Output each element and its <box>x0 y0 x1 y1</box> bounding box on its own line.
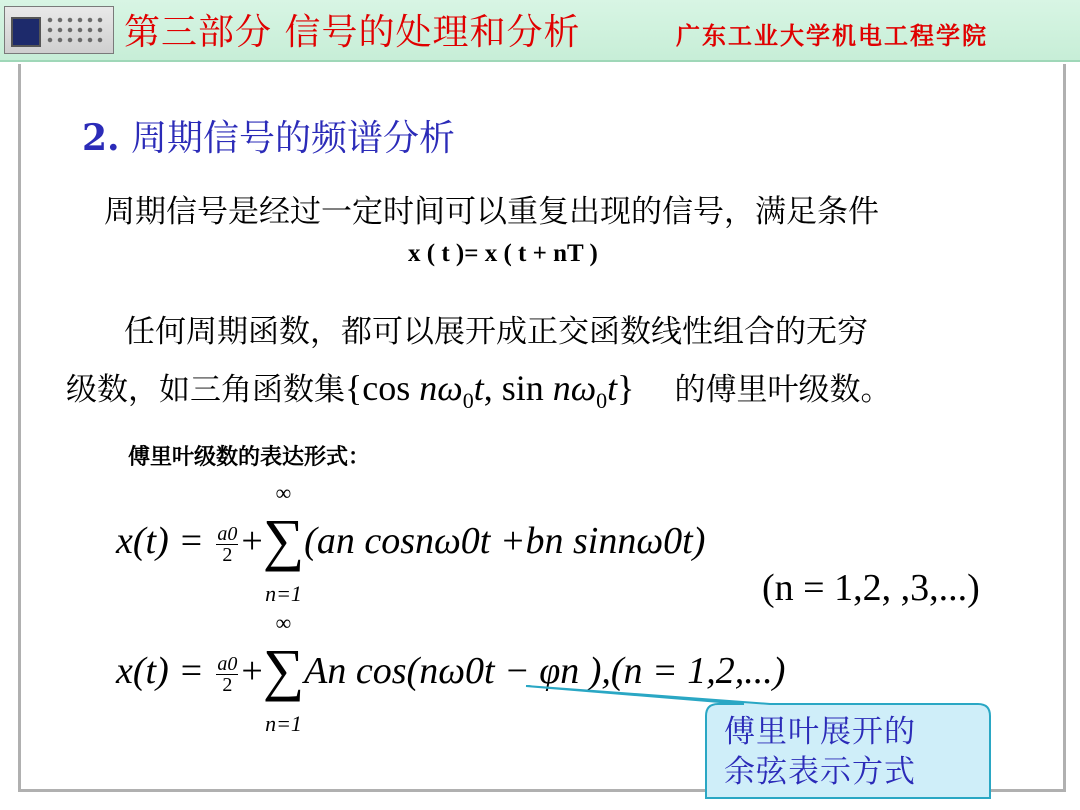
callout-text <box>724 712 916 792</box>
formula1-plus: + <box>241 520 263 562</box>
formula1-lhs: x(t) = <box>116 520 204 562</box>
formula2-plus: + <box>241 650 263 692</box>
fourier-form-heading: 傅里叶级数的表达形式： <box>128 444 371 470</box>
header-title: 第三部分 信号的处理和分析 <box>124 12 581 53</box>
formula2-frac-den: 2 <box>222 673 233 696</box>
formula1-frac-den: 2 <box>222 543 233 566</box>
paragraph-periodic: 周期信号是经过一定时间可以重复出现的信号，满足条件 <box>104 194 879 230</box>
omega-var: ω <box>437 368 463 408</box>
section-number: 2. <box>82 117 120 159</box>
callout-line1: 傅里叶展开的 <box>724 714 916 750</box>
header-subtitle: 广东工业大学机电工程学院 <box>676 21 988 50</box>
omega-sub-2: 0 <box>596 388 608 414</box>
n-var-2: n <box>552 368 571 408</box>
sigma-icon: ∑ ∞ n=1 <box>262 480 305 606</box>
t-var: t <box>473 368 484 408</box>
brace-close: } <box>617 368 635 408</box>
sigma-sub: n=1 <box>265 581 302 606</box>
sigma-sup: ∞ <box>275 480 292 505</box>
sigma-sup-2: ∞ <box>275 610 292 635</box>
section-title-text: 周期信号的频谱分析 <box>131 118 456 159</box>
n-var: n <box>419 368 438 408</box>
brace-open: { <box>345 368 363 408</box>
callout-line2: 余弦表示方式 <box>724 754 916 790</box>
periodic-condition: x ( t )= x ( t + nT ) <box>408 240 598 267</box>
sigma-sub-2: n=1 <box>265 711 302 736</box>
formula2-frac-num: a0 <box>217 652 238 675</box>
formula2-body: An cos(nω0t − φn ),(n = 1,2,...) <box>304 650 786 692</box>
sin-text: sin <box>501 368 544 408</box>
cos-text: cos <box>362 368 411 408</box>
t-var-2: t <box>607 368 618 408</box>
formula1-body: (an cosnω0t +bn sinnω0t) <box>304 520 706 562</box>
n-range: (n = 1,2, ,3,...) <box>762 567 980 609</box>
omega-var-2: ω <box>570 368 597 408</box>
omega-sub: 0 <box>462 388 474 414</box>
comma: , <box>483 368 493 408</box>
formula1-frac-num: a0 <box>217 522 238 545</box>
paragraph-expansion: 任何周期函数，都可以展开成正交函数线性组合的无穷 <box>124 314 868 350</box>
formula2-lhs: x(t) = <box>116 650 204 692</box>
paragraph-trig-set-a: 级数，如三角函数集 <box>66 372 345 408</box>
sigma-icon-2: ∑ ∞ n=1 <box>262 610 305 736</box>
paragraph-trig-set-b: 的傅里叶级数。 <box>674 372 892 408</box>
